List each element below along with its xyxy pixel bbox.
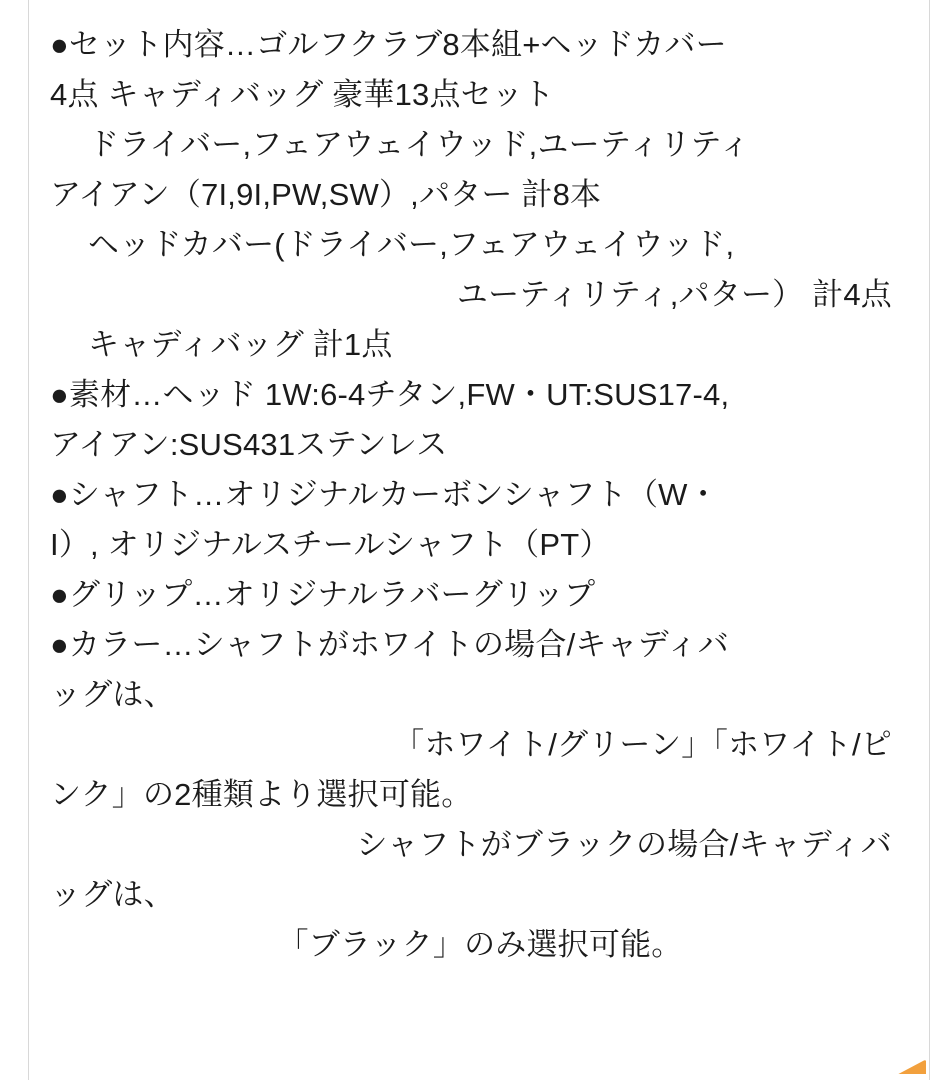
text-line: 「ホワイト/グリーン」「ホワイト/ピ [393, 727, 892, 762]
text-line: ドライバー,フェアウェイウッド,ユーティリティ [88, 127, 751, 162]
text-line: キャディバッグ 計1点 [88, 327, 393, 362]
orange-stripe-icon [856, 1060, 926, 1074]
corner-accent-mark [856, 1040, 926, 1074]
text-line: ッグは、 [50, 877, 175, 912]
text-line: ●素材…ヘッド 1W:6-4チタン,FW・UT:SUS17-4, [50, 377, 730, 412]
left-edge-rule [28, 0, 29, 1080]
product-description-text [50, 20, 910, 970]
text-line: ンク」の2種類より選択可能。 [50, 777, 473, 812]
text-line: ッグは、 [50, 677, 175, 712]
text-line: ●シャフト…オリジナルカーボンシャフト（W・ [50, 477, 719, 512]
text-line: ●セット内容…ゴルフクラブ8本組+ヘッドカバー [50, 27, 727, 62]
right-edge-rule [929, 0, 930, 1080]
text-line: シャフトがブラックの場合/キャディバ [356, 827, 892, 862]
text-line: 4点 キャディバッグ 豪華13点セット [50, 77, 555, 112]
text-line: 「ブラック」のみ選択可能。 [277, 927, 683, 962]
text-line: アイアン（7I,9I,PW,SW）,パター 計8本 [50, 177, 602, 212]
text-line: アイアン:SUS431ステンレス [50, 427, 448, 462]
text-line: ●カラー…シャフトがホワイトの場合/キャディバ [50, 627, 729, 662]
text-line: I）, オリジナルスチールシャフト（PT） [50, 527, 611, 562]
text-line: ●グリップ…オリジナルラバーグリップ [50, 577, 596, 612]
text-line: ヘッドカバー(ドライバー,フェアウェイウッド, [88, 227, 735, 262]
text-line: ユーティリティ,パター） 計4点 [456, 277, 892, 312]
